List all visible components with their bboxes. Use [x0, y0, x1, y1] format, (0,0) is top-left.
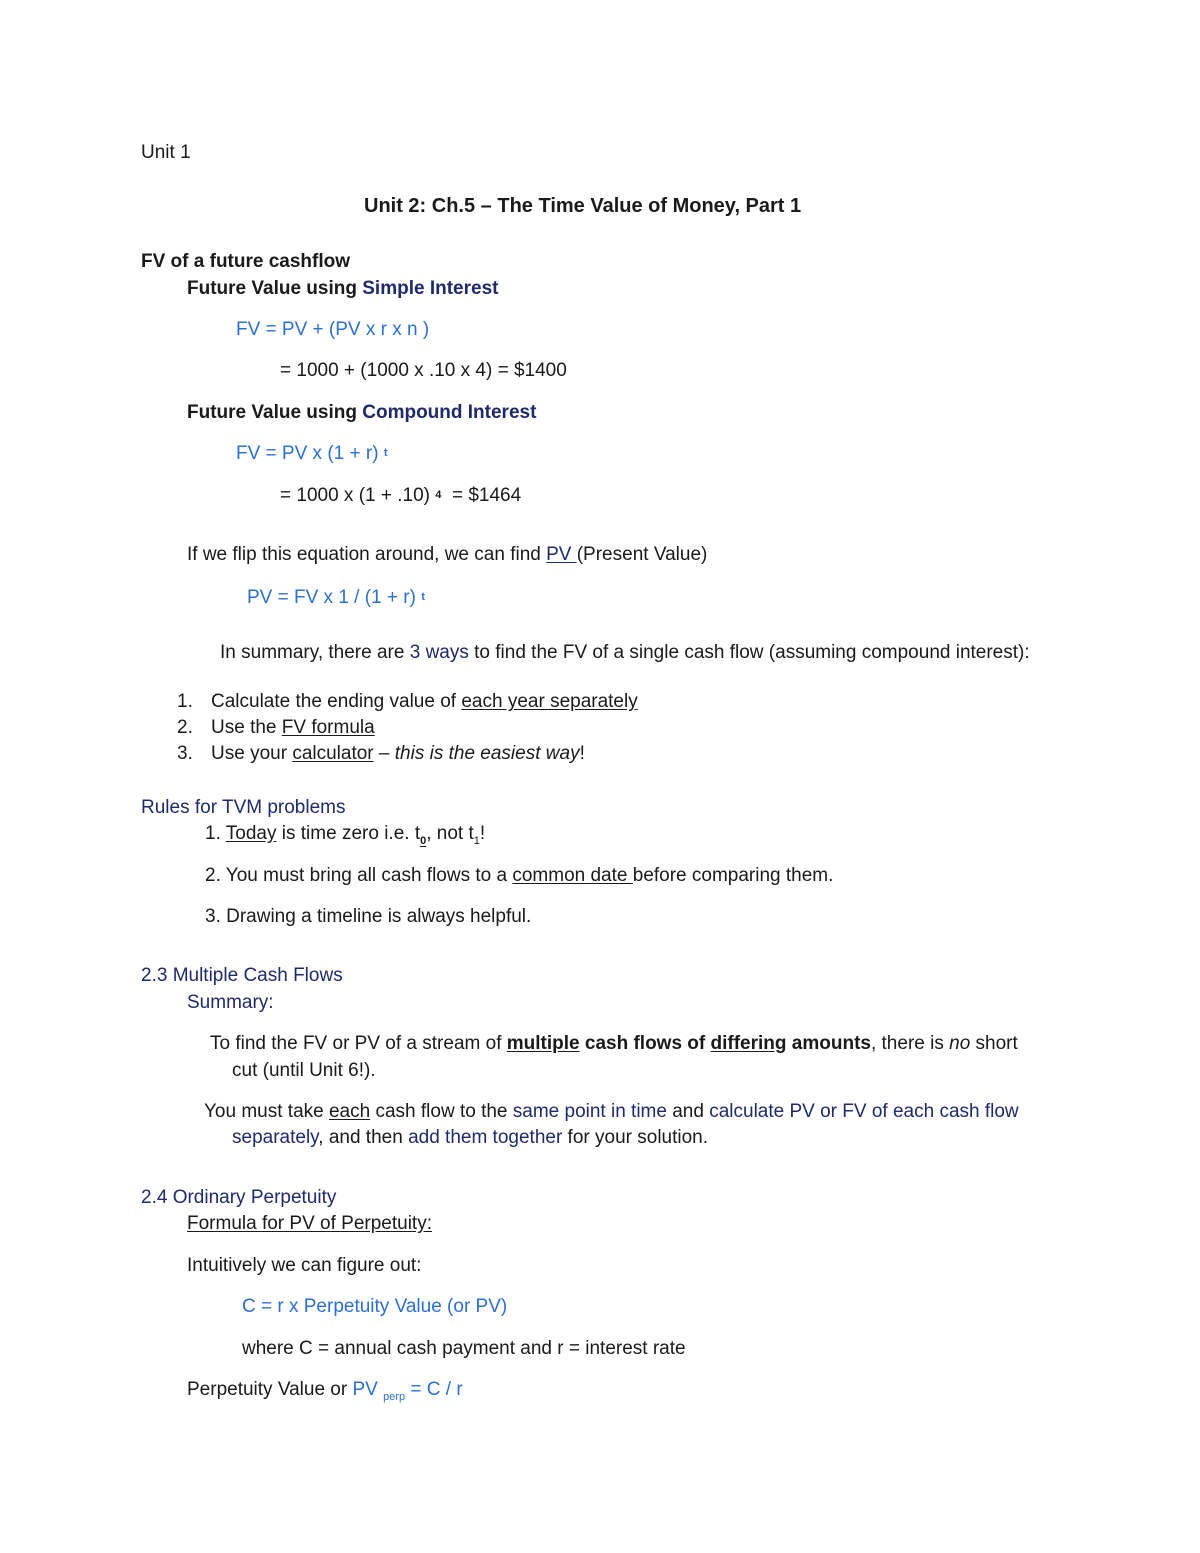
perpetuity-where: where C = annual cash payment and r = interest rate	[242, 1338, 686, 1359]
p2-c: same point in time	[512, 1101, 667, 1122]
perpetuity-intuitive: Intuitively we can figure out:	[187, 1255, 422, 1276]
summary-prefix: In summary, there are	[220, 642, 410, 663]
p2-line2-a: separately	[232, 1127, 319, 1148]
multiple-paragraph-2-line-2	[232, 1126, 708, 1150]
rule-2	[205, 864, 833, 888]
compound-highlight: Compound Interest	[362, 402, 537, 423]
list-item	[177, 716, 375, 740]
p1-c: amounts	[786, 1033, 871, 1054]
p1-e: short	[970, 1033, 1018, 1054]
compound-formula-text: FV = PV x (1 + r)	[236, 443, 379, 464]
page-title: Unit 2: Ch.5 – The Time Value of Money, Part 1	[364, 195, 802, 217]
p2-each: each	[328, 1101, 371, 1122]
rule-2-prefix: 2. You must bring all cash flows to a	[205, 865, 513, 886]
list-item	[177, 690, 638, 714]
rule-2-underlined: common date	[512, 865, 633, 886]
summary-suffix: to find the FV of a single cash flow (assuming compound interest):	[468, 642, 1030, 663]
list-prefix: Use your	[211, 743, 293, 764]
rule-1-sub-one: 1	[473, 835, 480, 847]
list-number: 2.	[177, 717, 193, 738]
multiple-paragraph-1-line-2: cut (until Unit 6!).	[232, 1060, 376, 1081]
perpetuity-c-formula: C = r x Perpetuity Value (or PV)	[242, 1296, 508, 1317]
list-underlined: each year separately	[461, 691, 638, 712]
rule-1-sub-zero: 0	[420, 835, 427, 847]
list-prefix: Calculate the ending value of	[211, 691, 462, 712]
compound-example	[280, 484, 521, 510]
simple-example: = 1000 + (1000 x .10 x 4) = $1400	[280, 360, 567, 381]
compound-example-exponent: 4	[435, 489, 442, 501]
flip-sentence	[187, 543, 707, 567]
compound-example-b: = $1464	[451, 485, 522, 506]
p2-d: and	[666, 1101, 710, 1122]
final-pv: PV	[352, 1379, 378, 1400]
multiple-heading: 2.3 Multiple Cash Flows	[141, 965, 343, 986]
p2-line2-d: for your solution.	[562, 1127, 709, 1148]
p1-differing: differing	[710, 1033, 787, 1054]
p1-multiple: multiple	[506, 1033, 580, 1054]
fv-heading: FV of a future cashflow	[141, 251, 351, 272]
pv-formula-exponent: t	[421, 591, 425, 603]
flip-prefix: If we flip this equation around, we can find	[187, 544, 547, 565]
rules-heading: Rules for TVM problems	[141, 797, 346, 818]
rule-1-mid2: , not t	[426, 823, 474, 844]
rule-1-number: 1.	[205, 823, 221, 844]
list-suffix: !	[579, 743, 585, 764]
p1-d: , there is	[870, 1033, 950, 1054]
summary-highlight: 3 ways	[409, 642, 469, 663]
list-italic: this is the easiest way	[394, 743, 580, 764]
p2-e: calculate PV or FV of each cash flow	[709, 1101, 1019, 1122]
p1-no: no	[949, 1033, 971, 1054]
rule-1	[205, 822, 485, 848]
rule-1-today: Today	[225, 823, 277, 844]
p2-line2-b: , and then	[318, 1127, 409, 1148]
simple-interest-heading	[187, 277, 498, 301]
list-prefix: Use the	[211, 717, 282, 738]
final-formula: = C / r	[405, 1379, 463, 1400]
final-prefix: Perpetuity Value or	[187, 1379, 353, 1400]
final-sub-perp: perp	[383, 1391, 406, 1403]
list-dash: –	[373, 743, 395, 764]
multiple-summary-label: Summary:	[187, 992, 274, 1013]
p2-a: You must take	[204, 1101, 329, 1122]
simple-formula: FV = PV + (PV x r x n )	[236, 319, 430, 340]
p1-a: To find the FV or PV of a stream of	[210, 1033, 507, 1054]
list-number: 1.	[177, 691, 193, 712]
p2-line2-c: add them together	[408, 1127, 563, 1148]
flip-suffix: (Present Value)	[576, 544, 708, 565]
flip-pv: PV	[546, 544, 577, 565]
rule-1-mid: is time zero i.e. t	[276, 823, 421, 844]
unit-label: Unit 1	[141, 142, 191, 163]
pv-formula	[247, 586, 425, 612]
perpetuity-formula-heading: Formula for PV of Perpetuity:	[187, 1213, 432, 1234]
perpetuity-final	[187, 1378, 463, 1404]
list-underlined: FV formula	[281, 717, 375, 738]
compound-formula	[236, 442, 388, 468]
p1-b: cash flows of	[579, 1033, 711, 1054]
simple-highlight: Simple Interest	[362, 278, 499, 299]
simple-prefix: Future Value using	[187, 278, 363, 299]
multiple-paragraph-1	[210, 1032, 1018, 1056]
perpetuity-heading: 2.4 Ordinary Perpetuity	[141, 1187, 337, 1208]
compound-interest-heading	[187, 401, 536, 425]
list-item	[177, 742, 585, 766]
multiple-paragraph-2	[204, 1100, 1019, 1124]
compound-formula-exponent: t	[383, 447, 388, 459]
list-underlined: calculator	[292, 743, 374, 764]
rule-1-end: !	[479, 823, 486, 844]
rule-2-suffix: before comparing them.	[632, 865, 834, 886]
pv-formula-text: PV = FV x 1 / (1 + r)	[247, 587, 416, 608]
compound-prefix: Future Value using	[187, 402, 363, 423]
list-number: 3.	[177, 743, 193, 764]
p2-b: cash flow to the	[370, 1101, 513, 1122]
rule-3: 3. Drawing a timeline is always helpful.	[205, 906, 532, 927]
compound-example-a: = 1000 x (1 + .10)	[280, 485, 430, 506]
summary-sentence	[220, 641, 1030, 665]
